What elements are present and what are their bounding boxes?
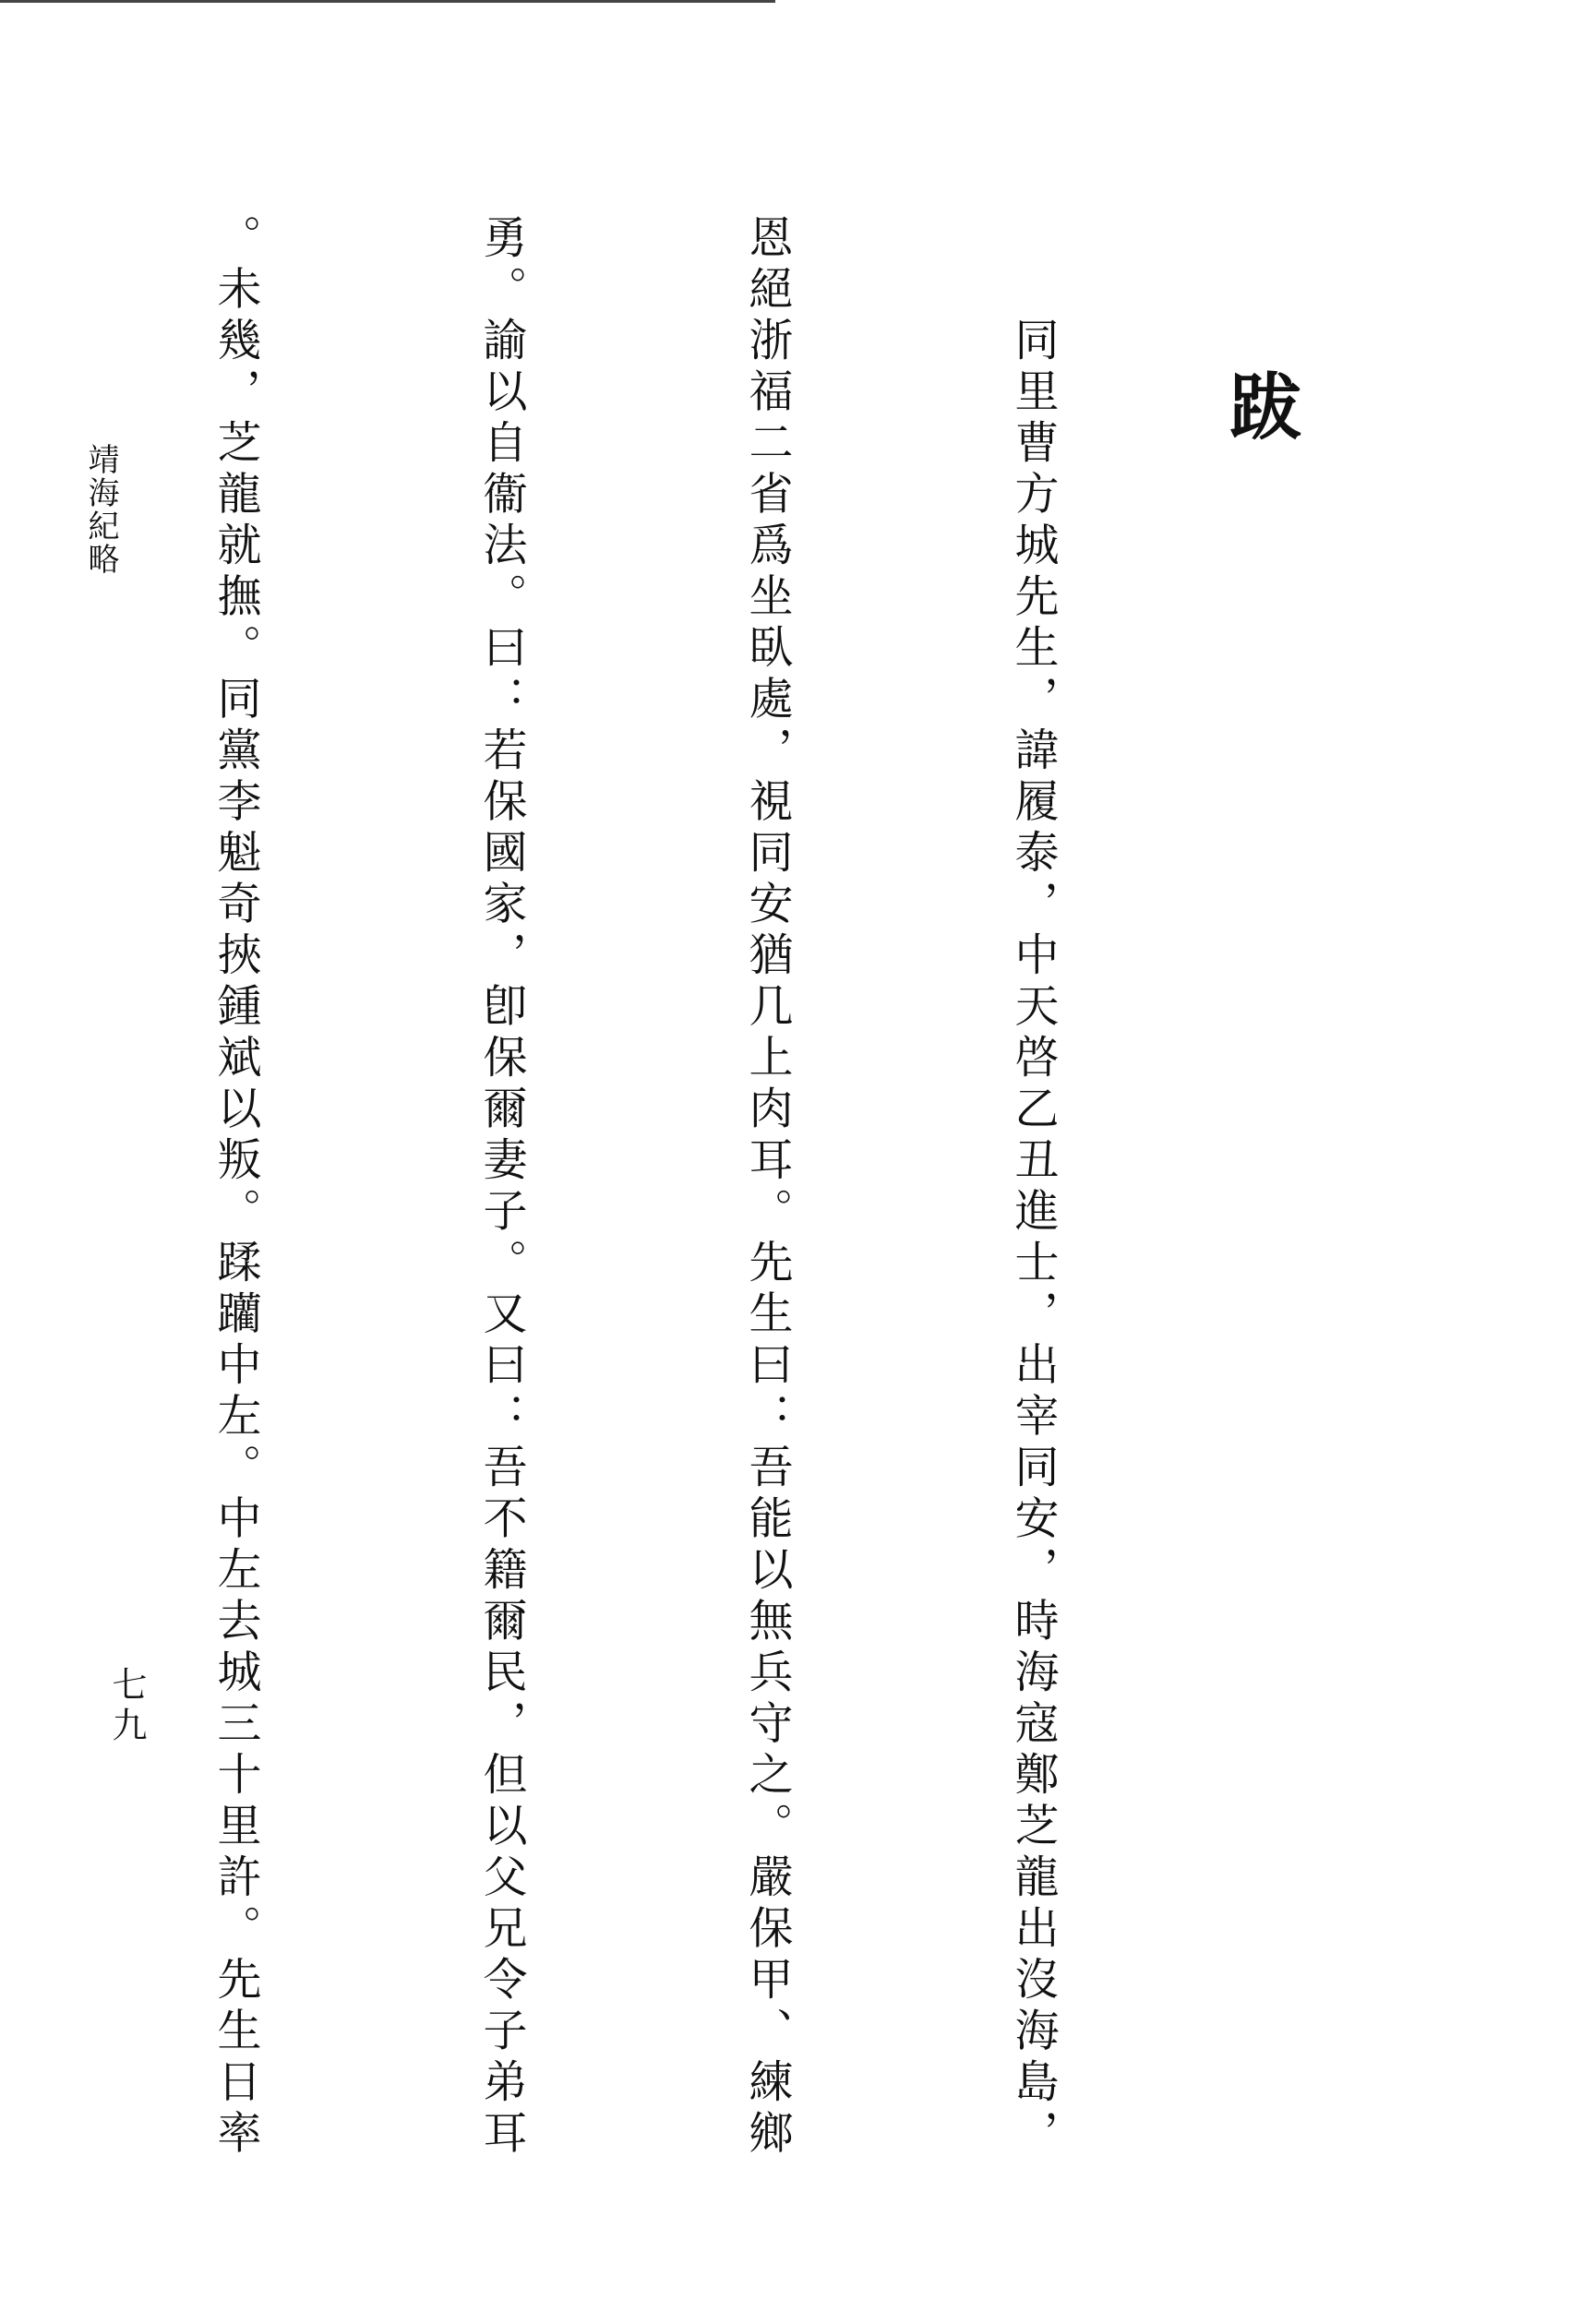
body-text <box>0 214 1254 2161</box>
page-number: 七九 <box>106 1666 147 1747</box>
text-line: 。未幾，芝龍就撫。同黨李魁奇挾鍾斌以叛。蹂躪中左。中左去城三十里許。先生日率 <box>210 214 261 2161</box>
text-line: 恩絕浙福二省爲坐臥處，視同安猶几上肉耳。先生曰：吾能以無兵守之。嚴保甲、練鄉 <box>741 214 793 2161</box>
margin-book-title: 靖海紀略 <box>82 443 119 576</box>
text-line <box>0 214 14 2143</box>
text-line: 同里曹方城先生，諱履泰，中天啓乙丑進士，出宰同安，時海寇鄭芝龍出沒海島， <box>1007 214 1059 2161</box>
page-title: 跋 <box>1217 369 1301 441</box>
top-rule <box>0 0 775 3</box>
text-line: 勇。諭以自衞法。曰：若保國家，卽保爾妻子。又曰：吾不籍爾民，但以父兄令子弟耳 <box>475 214 527 2161</box>
